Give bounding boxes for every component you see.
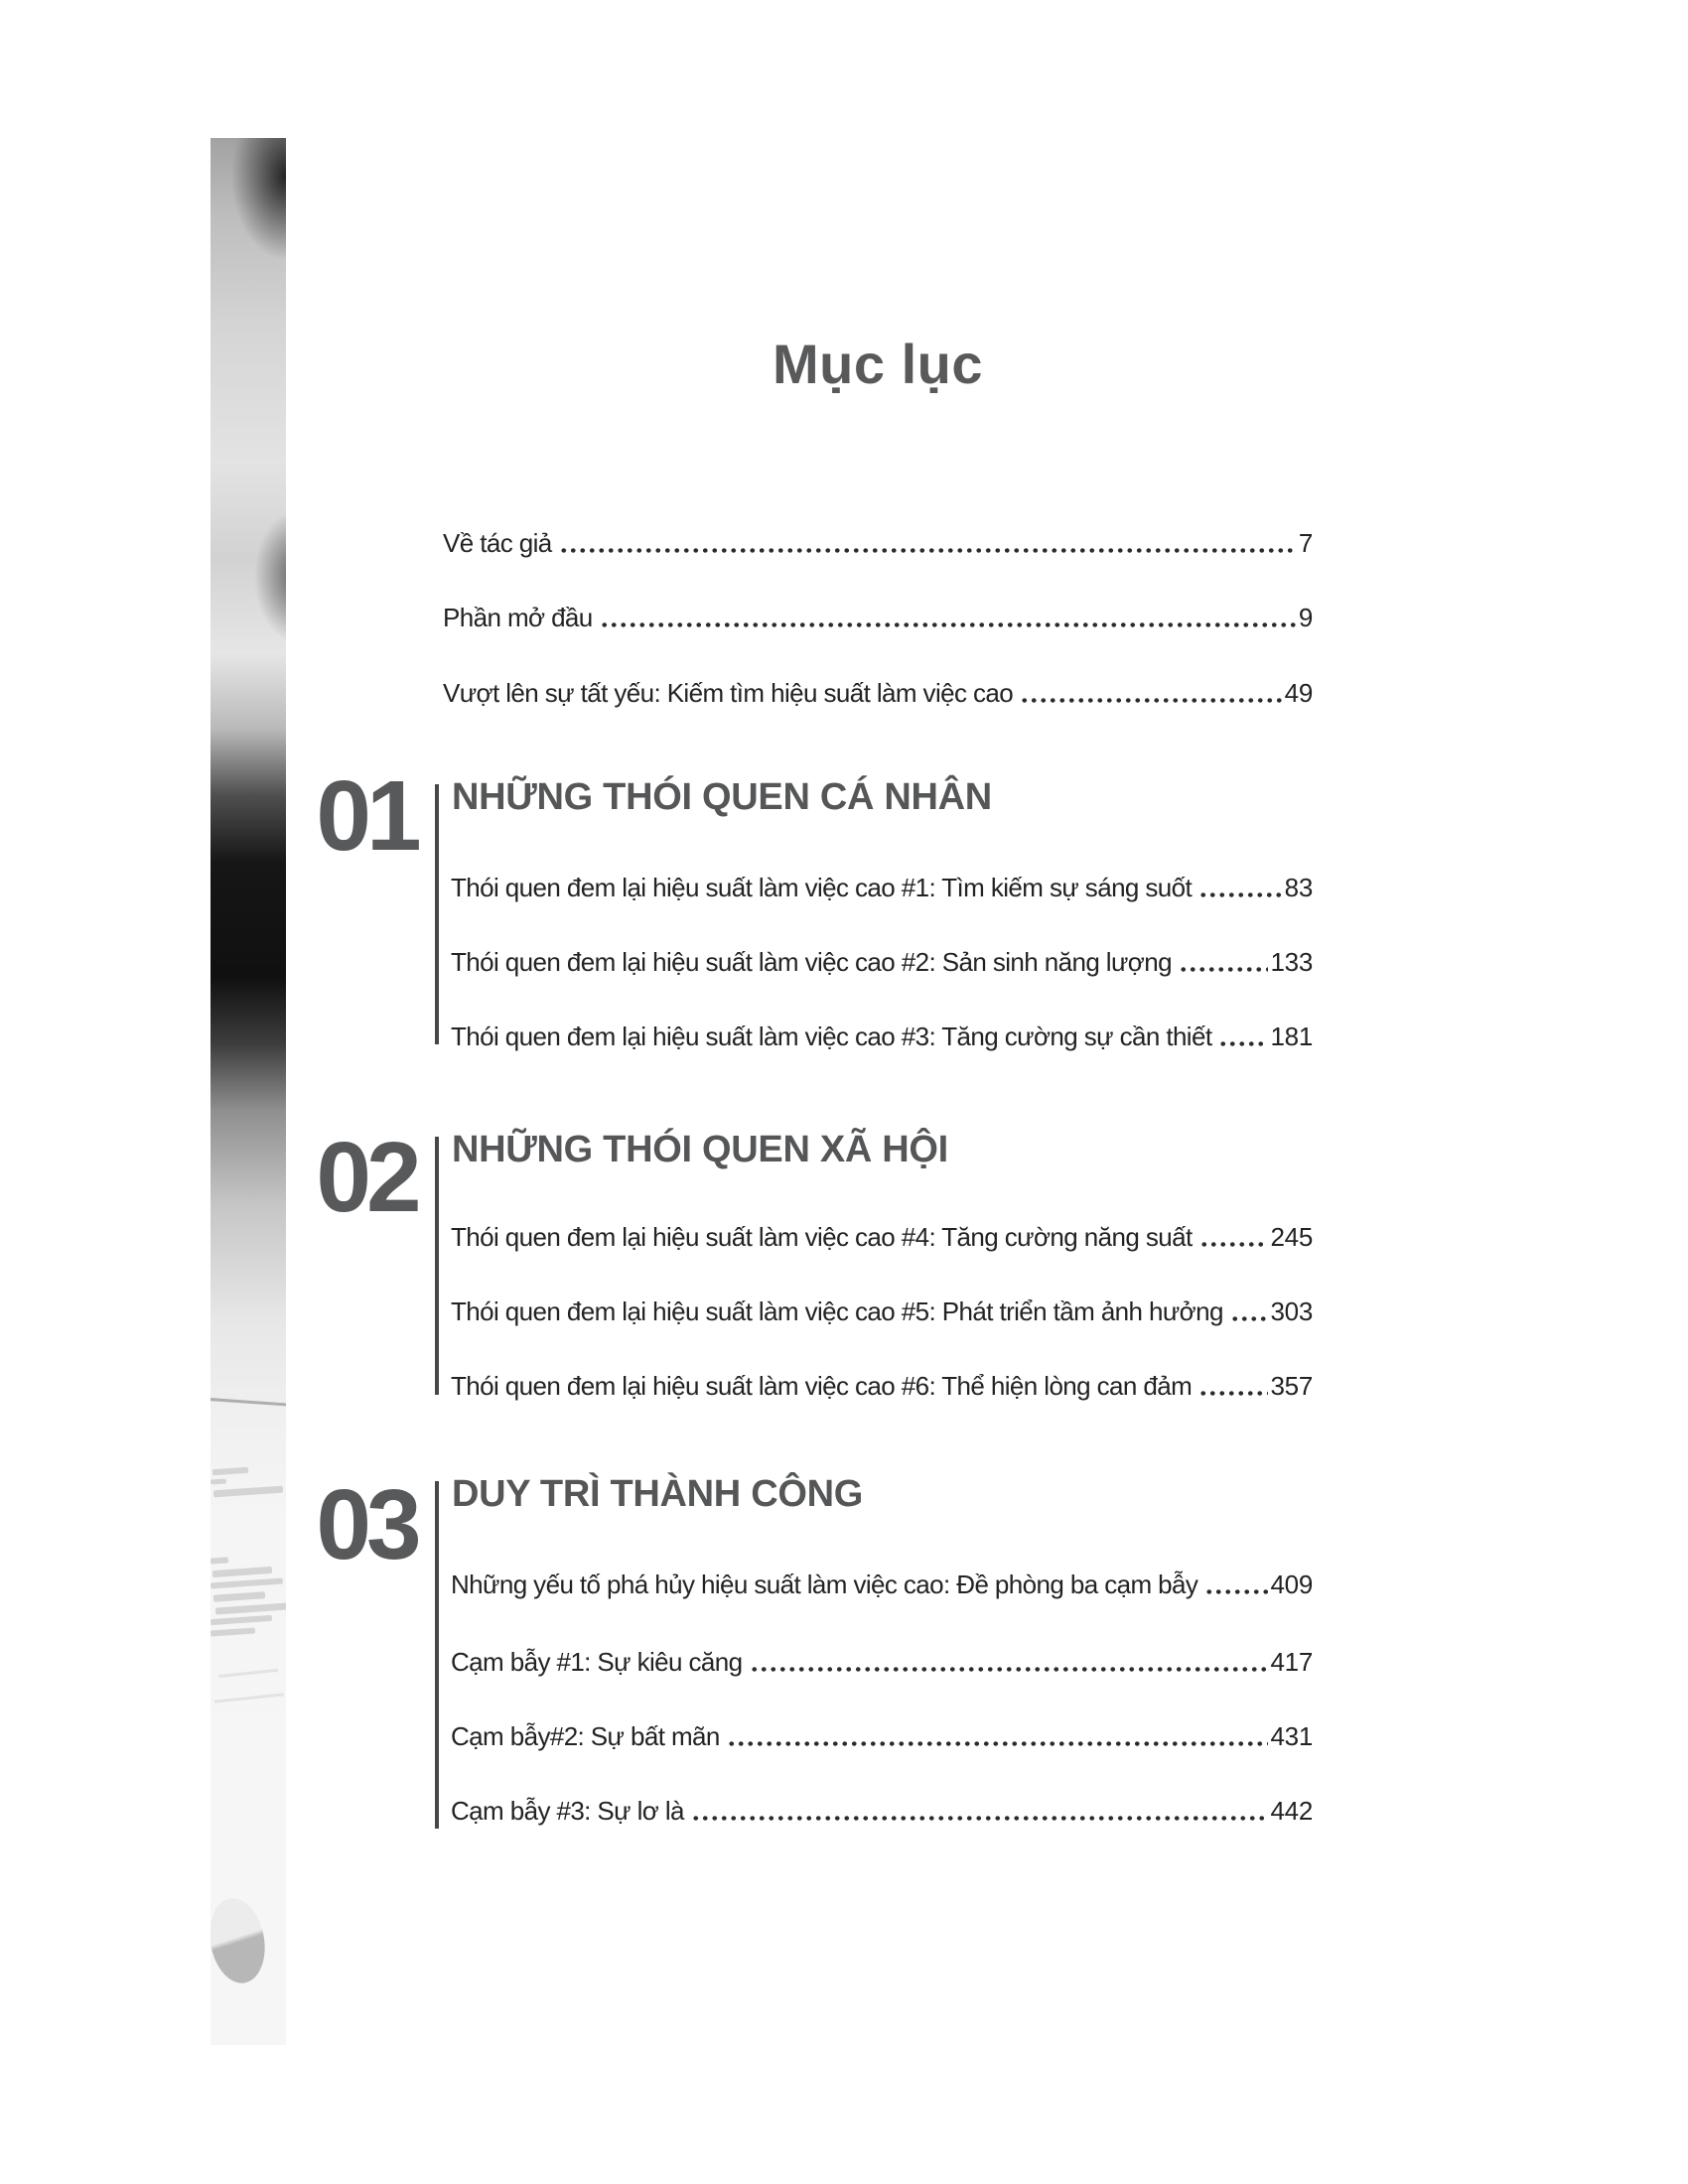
decorative-photo-strip — [211, 138, 286, 2045]
dot-leader — [750, 1650, 1268, 1674]
toc-entry-label: Thói quen đem lại hiệu suất làm việc cao #2: Sản sinh năng lượng — [451, 947, 1172, 978]
section-number: 02 — [316, 1122, 417, 1233]
toc-entry-page: 7 — [1298, 528, 1313, 559]
photo-scribble — [214, 1693, 284, 1703]
toc-entry-page: 133 — [1270, 947, 1313, 978]
dot-leader — [691, 1799, 1268, 1823]
toc-entry-page: 245 — [1270, 1222, 1313, 1253]
dot-leader — [1198, 1374, 1267, 1398]
toc-entry-page: 442 — [1270, 1796, 1313, 1827]
toc-entry-label: Phần mở đầu — [443, 603, 593, 633]
photo-chart-bar — [213, 1591, 265, 1602]
photo-chart-bar — [211, 1627, 255, 1636]
section-divider-bar — [435, 1481, 439, 1829]
toc-entry-label: Vượt lên sự tất yếu: Kiếm tìm hiệu suất làm việc cao — [443, 678, 1014, 709]
toc-entry-page: 303 — [1270, 1297, 1313, 1327]
toc-row — [451, 1795, 1313, 1827]
dot-leader — [1199, 1225, 1268, 1249]
toc-row — [451, 872, 1313, 903]
section-number: 03 — [316, 1469, 417, 1580]
toc-entry-page: 409 — [1270, 1570, 1313, 1600]
dot-leader — [600, 606, 1296, 629]
section-title: DUY TRÌ THÀNH CÔNG — [452, 1473, 864, 1515]
toc-row — [443, 677, 1313, 709]
toc-entry-page: 181 — [1270, 1022, 1313, 1052]
toc-entry-page: 49 — [1284, 678, 1313, 709]
dot-leader — [727, 1724, 1268, 1748]
dot-leader — [1218, 1024, 1267, 1048]
dot-leader — [1204, 1572, 1267, 1596]
photo-chart-bar — [212, 1567, 272, 1577]
toc-entry-label: Thói quen đem lại hiệu suất làm việc cao #5: Phát triển tầm ảnh hưởng — [451, 1297, 1223, 1327]
toc-entry-page: 357 — [1270, 1371, 1313, 1402]
toc-row — [451, 1646, 1313, 1678]
toc-row — [451, 1370, 1313, 1402]
toc-entry-page: 417 — [1270, 1647, 1313, 1678]
toc-entry-label: Thói quen đem lại hiệu suất làm việc cao #4: Tăng cường năng suất — [451, 1222, 1193, 1253]
dot-leader — [1020, 681, 1282, 705]
toc-row — [451, 1569, 1313, 1600]
section-title: NHỮNG THÓI QUEN XÃ HỘI — [452, 1129, 948, 1170]
section-title: NHỮNG THÓI QUEN CÁ NHÂN — [452, 776, 992, 818]
toc-entry-label: Cạm bẫy #1: Sự kiêu căng — [451, 1647, 743, 1678]
toc-row — [451, 1221, 1313, 1253]
photo-scribble — [218, 1669, 278, 1678]
dot-leader — [559, 531, 1296, 555]
toc-row — [451, 1021, 1313, 1052]
toc-entry-page: 431 — [1270, 1721, 1313, 1752]
toc-row — [443, 602, 1313, 633]
toc-entry-label: Về tác giả — [443, 528, 552, 559]
toc-entry-label: Cạm bẫy #3: Sự lơ là — [451, 1796, 684, 1827]
toc-entry-label: Thói quen đem lại hiệu suất làm việc cao #6: Thể hiện lòng can đảm — [451, 1371, 1193, 1402]
toc-row — [443, 527, 1313, 559]
photo-chart-bar — [212, 1467, 248, 1475]
toc-entry-label: Thói quen đem lại hiệu suất làm việc cao #1: Tìm kiếm sự sáng suốt — [451, 873, 1193, 903]
toc-entry-page: 83 — [1284, 873, 1313, 903]
toc-entry-label: Cạm bẫy#2: Sự bất mãn — [451, 1721, 720, 1752]
photo-chart-bar — [211, 1577, 283, 1588]
dot-leader — [1230, 1299, 1268, 1323]
photo-chart-bar — [211, 1615, 272, 1625]
photo-chart-bar — [211, 1478, 226, 1484]
photo-chart-bar — [215, 1602, 286, 1614]
section-number: 01 — [316, 760, 417, 872]
section-divider-bar — [435, 784, 439, 1044]
toc-entry-label: Những yếu tố phá hủy hiệu suất làm việc cao: Đề phòng ba cạm bẫy — [451, 1570, 1198, 1600]
photo-chart-bar — [213, 1486, 283, 1498]
toc-entry-label: Thói quen đem lại hiệu suất làm việc cao #3: Tăng cường sự cần thiết — [451, 1022, 1212, 1052]
photo-diagonal-line — [211, 1398, 286, 1408]
toc-entry-page: 9 — [1298, 603, 1313, 633]
toc-row — [451, 1296, 1313, 1327]
dot-leader — [1179, 950, 1268, 974]
section-divider-bar — [435, 1137, 439, 1395]
toc-row — [451, 946, 1313, 978]
toc-row — [451, 1720, 1313, 1752]
page-title: Mục lục — [773, 333, 983, 395]
photo-chart-bar — [211, 1557, 228, 1564]
dot-leader — [1198, 876, 1282, 899]
photo-pie-chart — [211, 1894, 271, 1987]
